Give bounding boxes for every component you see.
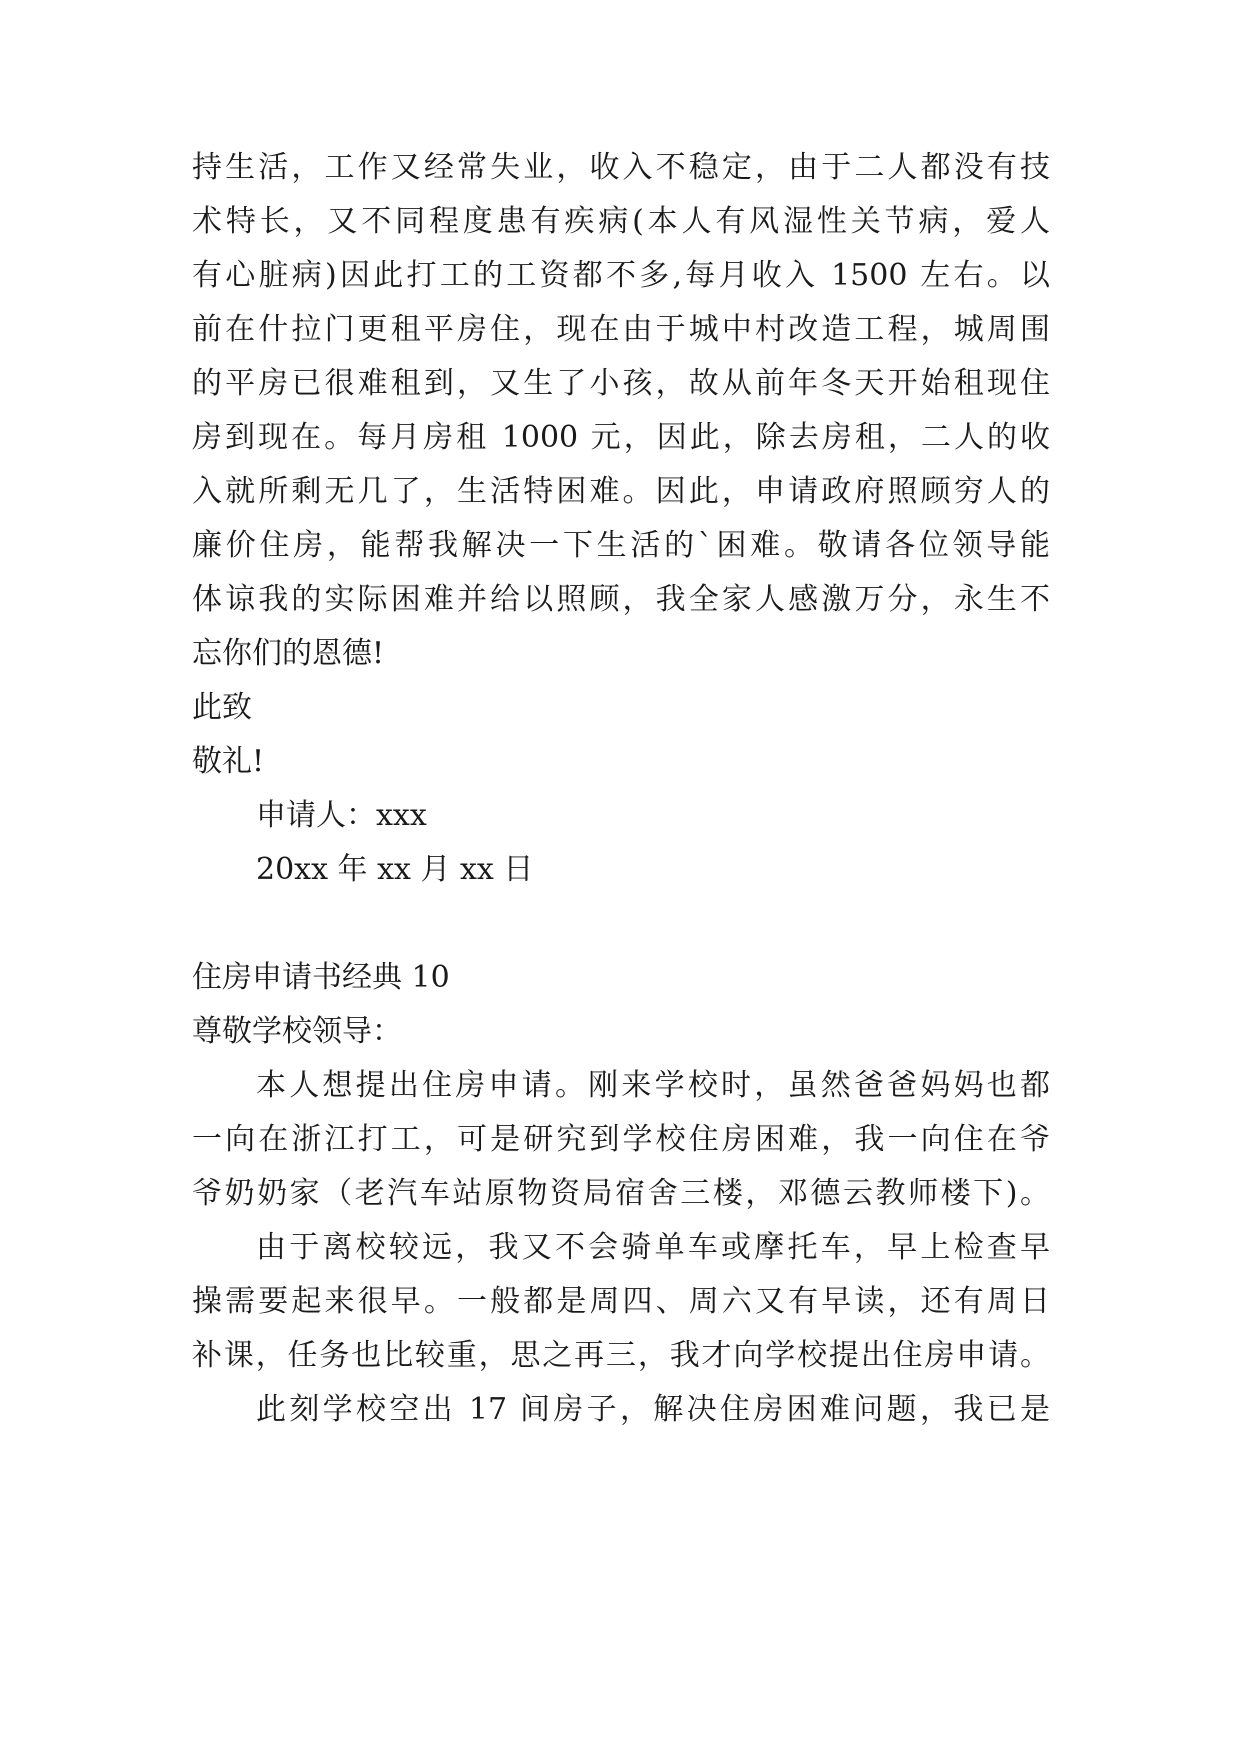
body-line: 一向在浙江打工，可是研究到学校住房困难，我一向住在爷 [192,1122,1050,1157]
section-title: 住房申请书经典 10 [192,960,450,995]
closing-cizhi: 此致 [192,690,252,725]
body-line: 操需要起来很早。一般都是周四、周六又有早读，还有周日 [192,1284,1050,1319]
body-line: 本人想提出住房申请。刚来学校时，虽然爸爸妈妈也都 [256,1068,1050,1103]
body-line: 此刻学校空出 17 间房子，解决住房困难问题，我已是 [256,1392,1050,1427]
body-line: 前在什拉门更租平房住，现在由于城中村改造工程，城周围 [192,312,1050,347]
body-line: 有心脏病)因此打工的工资都不多,每月收入 1500 左右。以 [192,258,1050,293]
signature-date: 20xx 年 xx 月 xx 日 [256,852,534,887]
body-line: 房到现在。每月房租 1000 元，因此，除去房租，二人的收 [192,420,1050,455]
body-line: 入就所剩无几了，生活特困难。因此，申请政府照顾穷人的 [192,474,1050,509]
body-line: 的平房已很难租到，又生了小孩，故从前年冬天开始租现住 [192,366,1050,401]
body-line: 持生活，工作又经常失业，收入不稳定，由于二人都没有技 [192,150,1050,185]
body-line: 由于离校较远，我又不会骑单车或摩托车，早上检查早 [256,1230,1050,1265]
body-line: 爷奶奶家（老汽车站原物资局宿舍三楼，邓德云教师楼下)。 [192,1176,1050,1211]
signature-applicant: 申请人：xxx [256,798,427,833]
body-line: 忘你们的恩德! [192,636,385,671]
body-line: 廉价住房，能帮我解决一下生活的`困难。敬请各位领导能 [192,528,1050,563]
closing-jingli: 敬礼! [192,744,265,779]
body-line: 补课，任务也比较重，思之再三，我才向学校提出住房申请。 [192,1338,1050,1373]
body-line: 体谅我的实际困难并给以照顾，我全家人感激万分，永生不 [192,582,1050,617]
salutation: 尊敬学校领导： [192,1014,402,1049]
body-line: 术特长，又不同程度患有疾病(本人有风湿性关节病，爱人 [192,204,1050,239]
